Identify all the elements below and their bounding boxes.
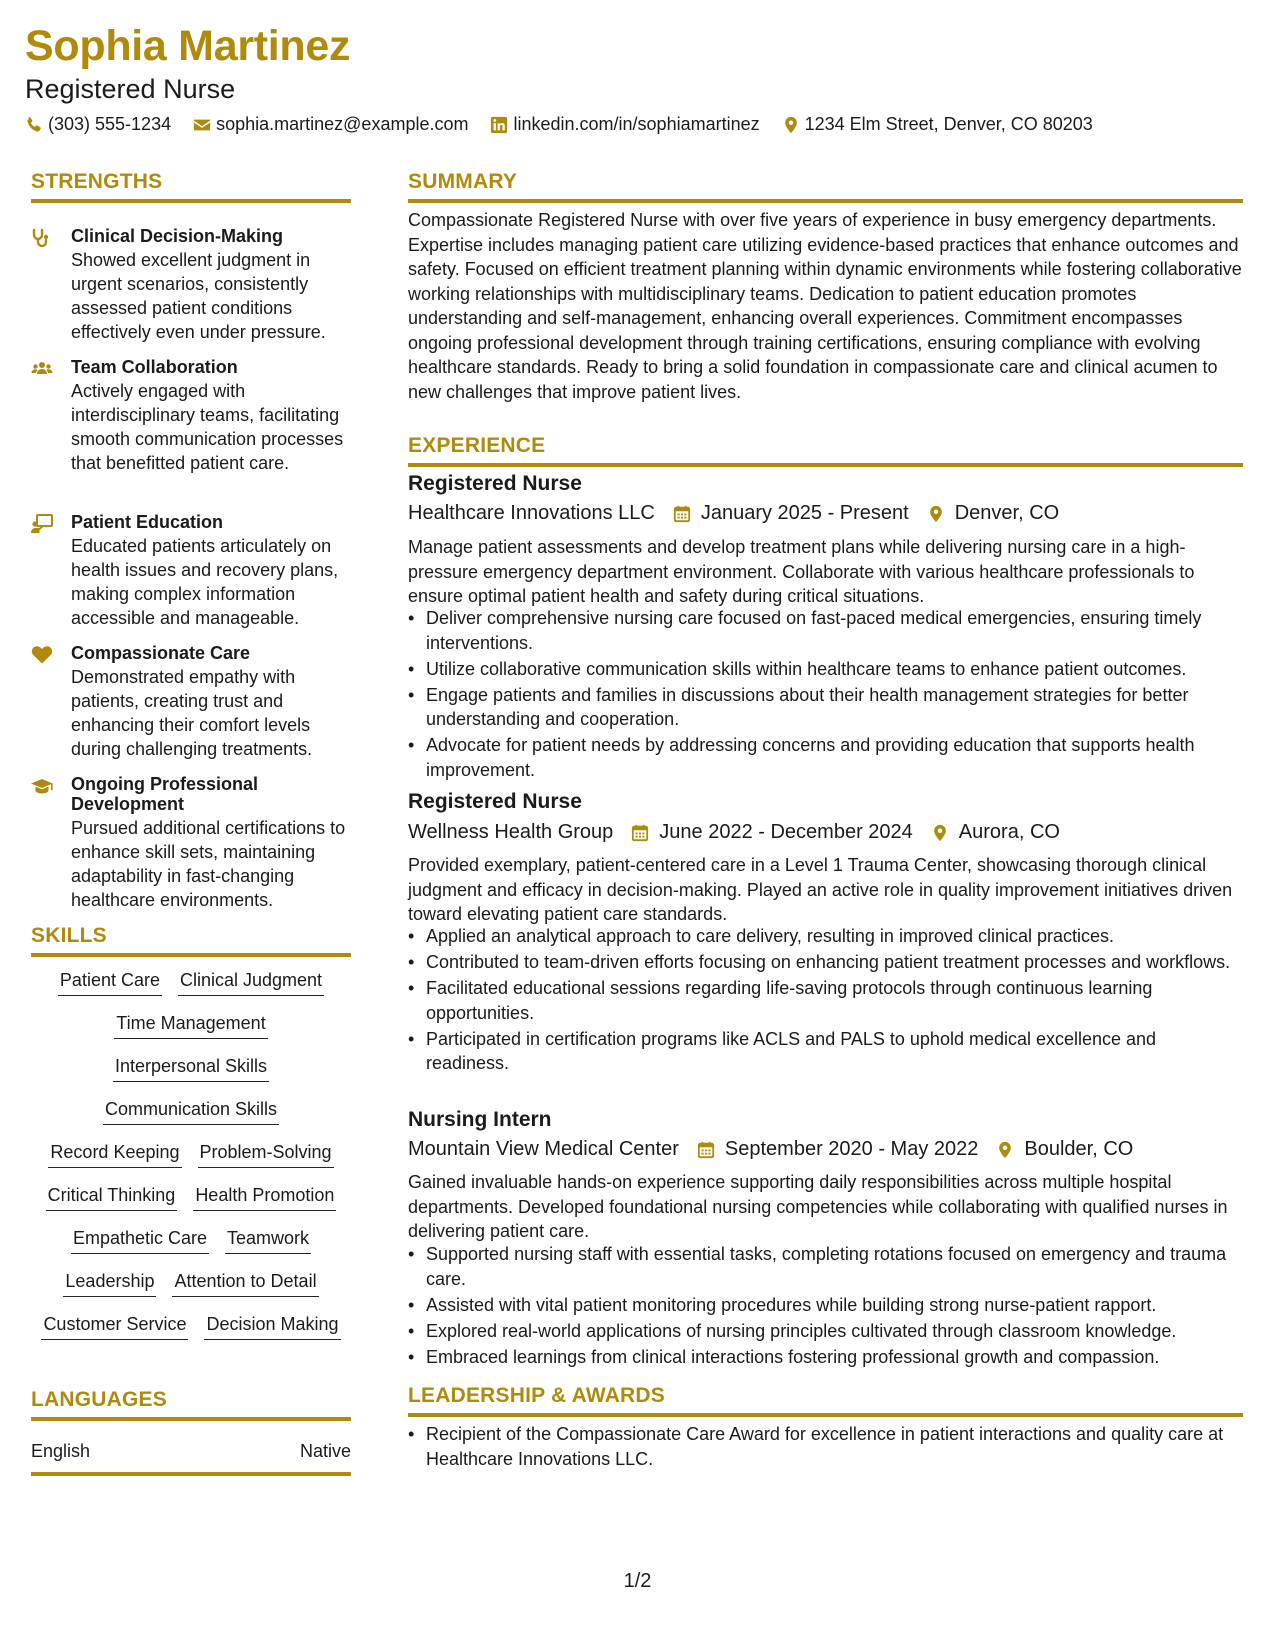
skill-tag: Health Promotion — [193, 1185, 336, 1211]
job-meta — [408, 821, 1060, 844]
envelope-icon — [193, 116, 211, 134]
skill-tag: Time Management — [114, 1013, 267, 1039]
job-company: Wellness Health Group — [408, 821, 614, 843]
map-pin-icon — [927, 505, 945, 523]
experience-heading: EXPERIENCE — [408, 434, 1243, 467]
job-location: Aurora, CO — [958, 821, 1060, 843]
users-icon — [31, 359, 55, 379]
job-location: Boulder, CO — [1024, 1138, 1134, 1160]
job-bullet: • Facilitated educational sessions regarding life-saving protocols through continuous learning opportunities. — [408, 976, 1243, 1025]
job-title: Registered Nurse — [408, 790, 582, 813]
skills-row — [31, 970, 351, 996]
strength-item — [31, 643, 351, 761]
contact-email-text: sophia.martinez@example.com — [216, 114, 469, 134]
job-bullet: • Assisted with vital patient monitoring procedures while building strong nurse-patient rapport. — [408, 1293, 1243, 1318]
job-title: Registered Nurse — [408, 472, 582, 495]
job-bullet: • Deliver comprehensive nursing care focused on fast-paced medical emergencies, ensuring timely interventions. — [408, 606, 1243, 655]
summary-text: Compassionate Registered Nurse with over five years of experience in busy emergency departments. Expertise includes managing patient care utilizing evidence-based practices that enhance outcomes and safety. Focused on efficient treatment planning within dynamic environments while fostering collaborative working relationships with multidisciplinary teams. Dedication to patient education promotes understanding and self-management, enhancing overall experiences. Commitment encompasses ongoing professional development through training certifications, ensuring compliance with evolving healthcare standards. Ready to bring a solid foundation in compassionate care and clinical acumen to new challenges that improve patient lives. — [408, 210, 1242, 402]
skill-tag: Attention to Detail — [172, 1271, 318, 1297]
calendar-icon — [631, 824, 649, 842]
languages-heading: LANGUAGES — [31, 1388, 351, 1421]
strength-item — [31, 512, 351, 630]
job-bullet: • Explored real-world applications of nursing principles cultivated through classroom knowledge. — [408, 1319, 1243, 1344]
job-meta — [408, 502, 1059, 525]
job-company: Mountain View Medical Center — [408, 1138, 679, 1160]
language-level-bar — [31, 1472, 351, 1476]
contact-linkedin[interactable] — [490, 114, 759, 135]
awards-list — [408, 1422, 1243, 1473]
skills-row — [31, 1314, 351, 1340]
calendar-icon — [673, 505, 691, 523]
strength-description: Demonstrated empathy with patients, creating trust and enhancing their comfort levels during challenging treatments. — [71, 667, 313, 759]
job-bullets — [408, 1242, 1243, 1371]
skills-row — [31, 1013, 351, 1039]
job-bullet: • Supported nursing staff with essential tasks, completing rotations focused on emergency and trauma care. — [408, 1242, 1243, 1291]
calendar-icon — [697, 1141, 715, 1159]
strengths-heading: STRENGTHS — [31, 170, 351, 203]
skill-tag: Interpersonal Skills — [113, 1056, 269, 1082]
skills-row — [31, 1271, 351, 1297]
strength-item — [31, 357, 351, 475]
strength-description: Pursued additional certifications to enhance skill sets, maintaining adaptability in fast-changing healthcare environments. — [71, 818, 346, 910]
skills-row — [31, 1056, 351, 1082]
job-dates: June 2022 - December 2024 — [659, 821, 913, 843]
skill-tag: Empathetic Care — [71, 1228, 209, 1254]
award-item: • Recipient of the Compassionate Care Award for excellence in patient interactions and quality care at Healthcare Innovations LLC. — [408, 1422, 1243, 1471]
job-dates: September 2020 - May 2022 — [724, 1138, 979, 1160]
skill-tag: Communication Skills — [103, 1099, 279, 1125]
phone-icon — [25, 116, 43, 134]
strength-title: Clinical Decision-Making — [71, 226, 284, 246]
summary-heading: SUMMARY — [408, 170, 1243, 203]
map-pin-icon — [996, 1141, 1014, 1159]
linkedin-icon — [490, 116, 508, 134]
strength-item — [31, 774, 351, 912]
contact-linkedin-text: linkedin.com/in/sophiamartinez — [513, 114, 760, 134]
language-name: English — [31, 1441, 91, 1461]
job-bullets — [408, 924, 1243, 1077]
skills-row — [31, 1099, 351, 1125]
contact-phone[interactable] — [25, 114, 171, 135]
job-dates: January 2025 - Present — [700, 502, 909, 524]
skill-tag: Leadership — [63, 1271, 156, 1297]
awards-heading: LEADERSHIP & AWARDS — [408, 1384, 1243, 1417]
strength-item — [31, 226, 351, 344]
job-description: Gained invaluable hands-on experience supporting daily responsibilities across multiple hospital departments. Developed foundational nursing competencies while collaborating with qualified nurses in delivering patient care. — [408, 1172, 1228, 1241]
skill-tag: Problem-Solving — [198, 1142, 334, 1168]
strength-description: Showed excellent judgment in urgent scenarios, consistently assessed patient conditions effectively even under pressure. — [71, 250, 326, 342]
strength-description: Educated patients articulately on health issues and recovery plans, making complex information accessible and manageable. — [71, 536, 339, 628]
skill-tag: Critical Thinking — [46, 1185, 178, 1211]
stethoscope-icon — [31, 228, 55, 248]
job-description: Manage patient assessments and develop treatment plans while delivering nursing care in a high-pressure emergency department environment. Collaborate with various healthcare professionals to ensure optimal patient health and safety during critical situations. — [408, 537, 1195, 606]
job-location: Denver, CO — [954, 502, 1060, 524]
map-pin-icon — [782, 116, 800, 134]
skills-row — [31, 1228, 351, 1254]
contact-email[interactable] — [193, 114, 468, 135]
skill-tag: Teamwork — [225, 1228, 311, 1254]
strength-title: Ongoing Professional Development — [71, 774, 259, 814]
job-meta — [408, 1138, 1133, 1161]
job-bullet: • Applied an analytical approach to care delivery, resulting in improved clinical practices. — [408, 924, 1243, 949]
chalkboard-teacher-icon — [31, 514, 55, 534]
job-bullets — [408, 606, 1243, 784]
skill-tag: Decision Making — [204, 1314, 340, 1340]
job-bullet: • Participated in certification programs like ACLS and PALS to uphold medical excellence and readiness. — [408, 1027, 1243, 1076]
skills-row — [31, 1185, 351, 1211]
skill-tag: Clinical Judgment — [178, 970, 324, 996]
job-bullet: • Advocate for patient needs by addressing concerns and providing education that supports health improvement. — [408, 733, 1243, 782]
contact-phone-text: (303) 555-1234 — [48, 114, 172, 134]
contact-bar — [25, 114, 1115, 135]
strength-title: Team Collaboration — [71, 357, 238, 377]
page-number: 1/2 — [623, 1570, 652, 1592]
heart-icon — [31, 645, 55, 665]
job-bullet: • Utilize collaborative communication skills within healthcare teams to enhance patient outcomes. — [408, 657, 1243, 682]
contact-address-text: 1234 Elm Street, Denver, CO 80203 — [804, 114, 1093, 134]
skills-heading: SKILLS — [31, 924, 351, 957]
skill-tag: Patient Care — [58, 970, 162, 996]
candidate-name: Sophia Martinez — [25, 22, 351, 70]
job-bullet: • Embraced learnings from clinical interactions fostering professional growth and compassion. — [408, 1345, 1243, 1370]
graduation-cap-icon — [31, 776, 55, 796]
language-item — [31, 1441, 351, 1462]
strength-description: Actively engaged with interdisciplinary teams, facilitating smooth communication processes that benefitted patient care. — [71, 381, 344, 473]
strength-title: Patient Education — [71, 512, 224, 532]
job-description: Provided exemplary, patient-centered care in a Level 1 Trauma Center, showcasing thorough clinical judgment and efficacy in decision-making. Played an active role in quality improvement initiatives driven toward elevating patient care standards. — [408, 855, 1233, 924]
contact-address — [782, 114, 1093, 135]
strength-title: Compassionate Care — [71, 643, 251, 663]
job-bullet: • Engage patients and families in discussions about their health management strategies for better understanding and cooperation. — [408, 683, 1243, 732]
skill-tag: Record Keeping — [48, 1142, 181, 1168]
skill-tag: Customer Service — [41, 1314, 188, 1340]
language-level: Native — [299, 1441, 351, 1461]
job-bullet: • Contributed to team-driven efforts focusing on enhancing patient treatment processes and workflows. — [408, 950, 1243, 975]
candidate-title: Registered Nurse — [25, 74, 236, 104]
job-title: Nursing Intern — [408, 1108, 552, 1131]
job-company: Healthcare Innovations LLC — [408, 502, 655, 524]
skills-row — [31, 1142, 351, 1168]
map-pin-icon — [931, 824, 949, 842]
